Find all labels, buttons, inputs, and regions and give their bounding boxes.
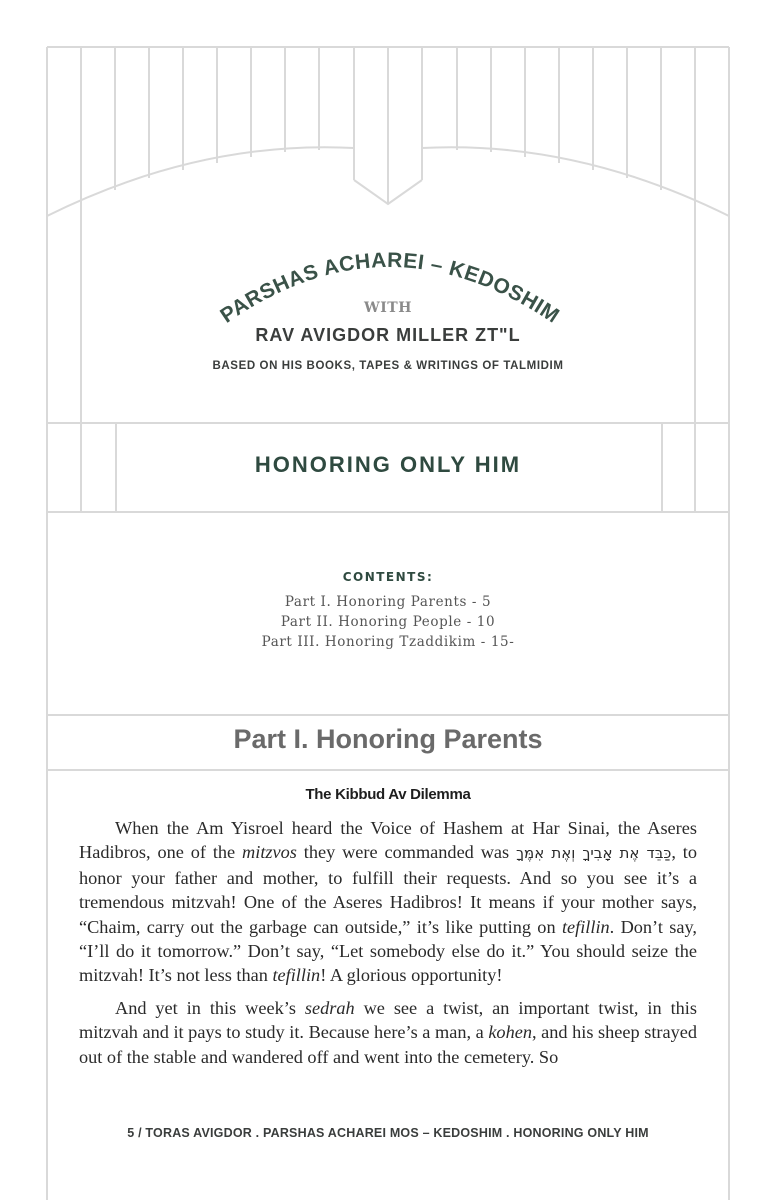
rabbi-name: RAV AVIGDOR MILLER ZT"L xyxy=(255,325,521,345)
text-run: we see a twist, an important twist, in this mitzvah and it pays to study it. Because here’s a man, a xyxy=(79,997,697,1043)
italic-term: sedrah xyxy=(304,997,355,1018)
hebrew-quote: כַּבֵּד אֶת אָבִיךָ וְאֶת אִמֶּךָ xyxy=(516,844,672,863)
based-on-subtitle: BASED ON HIS BOOKS, TAPES & WRITINGS OF TALMIDIM xyxy=(212,360,564,372)
paragraph xyxy=(79,996,697,1069)
with-label: WITH xyxy=(364,300,412,316)
italic-term: mitzvos xyxy=(242,842,297,863)
italic-term: tefillin xyxy=(561,916,610,937)
parsha-arc-title: PARSHAS ACHAREI – KEDOSHIM xyxy=(216,248,564,328)
text-run: , and his sheep strayed out of the stable and wandered off and went into the cemetery. So xyxy=(79,1022,698,1067)
part-heading: Part I. Honoring Parents xyxy=(233,724,543,754)
text-run: And yet in this week’s xyxy=(115,997,305,1018)
text-run: ! A glorious opportunity! xyxy=(320,965,503,986)
contents-item[interactable]: Part II. Honoring People - 10 xyxy=(280,614,496,630)
body-text xyxy=(79,816,697,1077)
italic-term: tefillin xyxy=(272,965,321,986)
contents-list xyxy=(0,592,776,652)
page-footer: 5 / TORAS AVIGDOR . PARSHAS ACHAREI MOS – KEDOSHIM . HONORING ONLY HIM xyxy=(127,1126,649,1140)
contents-item[interactable]: Part I. Honoring Parents - 5 xyxy=(284,594,492,610)
topic-title: HONORING ONLY HIM xyxy=(254,452,522,477)
contents-label: CONTENTS: xyxy=(342,570,434,584)
text-run: . Don’t say, “I’ll do it tomorrow.” Don’t say, “Let somebody else do it.” You should seize the mitzvah! It’s not less than xyxy=(79,916,697,986)
sub-heading: The Kibbud Av Dilemma xyxy=(305,786,471,803)
contents-item[interactable]: Part III. Honoring Tzaddikim - 15- xyxy=(261,634,515,650)
text-run: they were commanded was xyxy=(296,842,516,863)
paragraph xyxy=(79,816,697,988)
text-run: , to honor your father and mother, to fulfill their requests. And so you see it’s a tremendous mitzvah! One of the Aseres Hadibros! It means if your mother says, “Chaim, carry out the garbage can outside,” it’s like putting on xyxy=(79,842,697,937)
text-run: When the Am Yisroel heard the Voice of Hashem at Har Sinai, the Aseres Hadibros, one of the xyxy=(79,818,697,863)
italic-term: kohen xyxy=(488,1022,532,1043)
